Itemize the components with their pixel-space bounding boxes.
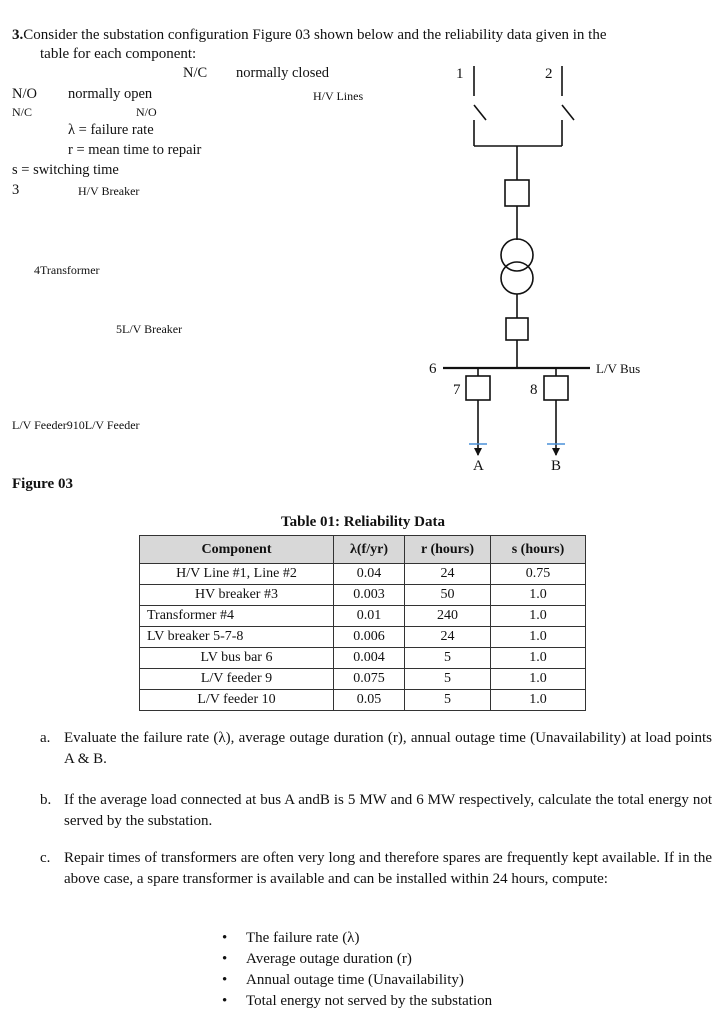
cell-s: 1.0 xyxy=(491,648,586,669)
part-c-bullet-list xyxy=(222,928,492,1012)
header-lambda: λ(f/yr) xyxy=(334,536,405,564)
legend-nc-abbr: N/C xyxy=(183,65,208,81)
cell-lambda: 0.04 xyxy=(334,564,405,585)
part-b xyxy=(40,790,712,832)
part-b-label: b. xyxy=(40,792,52,808)
legend-lambda: λ = failure rate xyxy=(68,122,154,138)
cell-s: 1.0 xyxy=(491,669,586,690)
table-row xyxy=(140,564,586,585)
load-a-arrow-icon xyxy=(474,448,482,456)
list-item: • The failure rate (λ) xyxy=(222,928,492,949)
cell-component: H/V Line #1, Line #2 xyxy=(140,564,334,585)
cell-lambda: 0.006 xyxy=(334,627,405,648)
cell-lambda: 0.05 xyxy=(334,690,405,711)
cell-lambda: 0.075 xyxy=(334,669,405,690)
cell-r: 50 xyxy=(405,585,491,606)
cell-lambda: 0.004 xyxy=(334,648,405,669)
cell-r: 5 xyxy=(405,669,491,690)
list-item: • Average outage duration (r) xyxy=(222,949,492,970)
load-a-label: A xyxy=(473,458,484,474)
part-a xyxy=(40,728,712,770)
cell-s: 1.0 xyxy=(491,690,586,711)
bus-number: 6 xyxy=(429,361,437,377)
cell-s: 1.0 xyxy=(491,585,586,606)
cell-r: 24 xyxy=(405,564,491,585)
part-a-label: a. xyxy=(40,730,51,746)
part-a-text: Evaluate the failure rate (λ), average outage duration (r), annual outage time (Unavailability) at load points A & B. xyxy=(64,730,712,767)
transformer-label: 4Transformer xyxy=(34,263,100,277)
legend-r: r = mean time to repair xyxy=(68,142,202,158)
switch-1 xyxy=(474,105,486,120)
reliability-table xyxy=(139,535,586,711)
cell-component: LV bus bar 6 xyxy=(140,648,334,669)
load-b-label: B xyxy=(551,458,562,474)
table-row xyxy=(140,648,586,669)
legend-s: s = switching time xyxy=(12,162,119,178)
legend-no-desc: normally open xyxy=(68,86,153,102)
cell-s: 1.0 xyxy=(491,606,586,627)
lv-bus-label: L/V Bus xyxy=(596,361,641,376)
legend-no-abbr: N/O xyxy=(12,86,37,102)
header-s: s (hours) xyxy=(491,536,586,564)
table-row xyxy=(140,585,586,606)
table-row xyxy=(140,690,586,711)
cell-r: 240 xyxy=(405,606,491,627)
question-number: 3. xyxy=(12,27,24,43)
legend-no-small: N/O xyxy=(136,105,157,119)
hv-breaker-label: H/V Breaker xyxy=(78,184,140,198)
table-header-row xyxy=(140,536,586,564)
list-item: • Total energy not served by the substation xyxy=(222,991,492,1012)
cell-component: HV breaker #3 xyxy=(140,585,334,606)
question-text-1: Consider the substation configuration Figure 03 shown below and the reliability data given in the xyxy=(23,27,607,43)
cell-r: 5 xyxy=(405,690,491,711)
part-c xyxy=(40,848,712,890)
part-c-label: c. xyxy=(40,850,51,866)
lv-feeders-label: L/V Feeder910L/V Feeder xyxy=(12,418,140,432)
cell-r: 24 xyxy=(405,627,491,648)
cell-component: Transformer #4 xyxy=(140,606,334,627)
cell-s: 0.75 xyxy=(491,564,586,585)
hv-lines-label: H/V Lines xyxy=(313,89,364,103)
legend-num-3: 3 xyxy=(12,182,20,198)
line-2-number: 2 xyxy=(545,66,553,82)
header-component: Component xyxy=(140,536,334,564)
hv-breaker-box xyxy=(505,180,529,206)
switch-2 xyxy=(562,105,574,120)
cell-r: 5 xyxy=(405,648,491,669)
load-b-arrow-icon xyxy=(552,448,560,456)
substation-diagram xyxy=(0,0,724,480)
lv-breaker-label: 5L/V Breaker xyxy=(116,322,183,336)
legend-nc-small: N/C xyxy=(12,105,33,119)
cell-component: LV breaker 5-7-8 xyxy=(140,627,334,648)
feeder-8-breaker xyxy=(544,376,568,400)
lv-breaker-box xyxy=(506,318,528,340)
figure-caption: Figure 03 xyxy=(12,476,73,492)
feeder-7-number: 7 xyxy=(453,382,461,398)
table-row xyxy=(140,627,586,648)
cell-s: 1.0 xyxy=(491,627,586,648)
line-1-number: 1 xyxy=(456,66,464,82)
transformer-secondary-coil xyxy=(501,262,533,294)
header-r: r (hours) xyxy=(405,536,491,564)
part-b-text: If the average load connected at bus A andB is 5 MW and 6 MW respectively, calculate the total energy not served by the substation. xyxy=(64,792,712,829)
feeder-7-breaker xyxy=(466,376,490,400)
legend-nc-desc: normally closed xyxy=(236,65,330,81)
question-line-2: table for each component: xyxy=(40,46,197,62)
feeder-8-number: 8 xyxy=(530,382,538,398)
table-row xyxy=(140,606,586,627)
part-c-text: Repair times of transformers are often very long and therefore spares are frequently kept available. If in the above case, a spare transformer is available and can be installed within 24 hours, compute: xyxy=(64,850,712,887)
list-item: • Annual outage time (Unavailability) xyxy=(222,970,492,991)
table-row xyxy=(140,669,586,690)
table-caption: Table 01: Reliability Data xyxy=(280,514,446,530)
cell-lambda: 0.003 xyxy=(334,585,405,606)
cell-lambda: 0.01 xyxy=(334,606,405,627)
cell-component: L/V feeder 10 xyxy=(140,690,334,711)
cell-component: L/V feeder 9 xyxy=(140,669,334,690)
